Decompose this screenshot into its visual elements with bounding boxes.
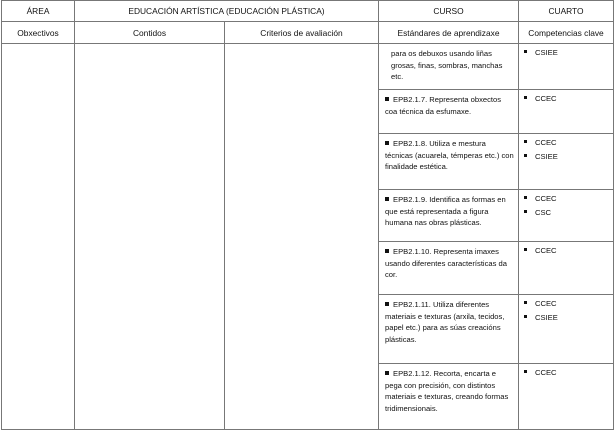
competence-code: CCEC [535, 246, 557, 255]
bullet-icon [524, 154, 527, 157]
bullet-icon [385, 97, 389, 101]
standard-text: EPB2.1.9. Identifica as formas en que está representada a figura humana nas obras plásticas. [385, 195, 506, 227]
bullet-icon [524, 196, 527, 199]
standard-cell [379, 134, 519, 190]
subject-title: EDUCACIÓN ARTÍSTICA (EDUCACIÓN PLÁSTICA) [128, 6, 325, 16]
competence-item [524, 46, 613, 60]
competence-code: CSIEE [535, 312, 558, 322]
objectives-label: Obxectivos [17, 27, 59, 38]
competence-cell [519, 364, 614, 430]
competence-item [524, 311, 613, 325]
standard-cell [379, 364, 519, 430]
competence-item [524, 206, 613, 220]
standards-label: Estándares de aprendizaxe [397, 27, 500, 38]
competence-item [524, 150, 613, 164]
course-label: CURSO [433, 6, 464, 16]
standards-header [379, 22, 519, 44]
bullet-icon [524, 210, 527, 213]
competence-cell [519, 90, 614, 134]
subject-cell [75, 0, 379, 22]
objectives-header [1, 22, 75, 44]
standard-text: EPB2.1.7. Representa obxectos coa técnica da esfumaxe. [385, 95, 502, 116]
standard-cell [379, 190, 519, 242]
course-value: CUARTO [548, 6, 584, 16]
bullet-icon [524, 50, 527, 53]
competence-code: CSIEE [535, 48, 558, 57]
contents-body [75, 44, 225, 430]
standard-text: para os debuxos usando liñas grosas, finas, sombras, manchas etc. [391, 49, 503, 81]
competence-cell [519, 134, 614, 190]
competence-code: CSIEE [535, 151, 558, 161]
standard-text: EPB2.1.8. Utiliza e mestura técnicas (acuarela, témperas etc.) con finalidade estética. [385, 139, 514, 171]
competence-item [524, 92, 613, 106]
competence-item [524, 297, 613, 311]
competence-code: CCEC [535, 194, 557, 203]
competence-code: CCEC [535, 368, 557, 377]
bullet-icon [524, 370, 527, 373]
competence-code: CCEC [535, 138, 557, 147]
competence-cell [519, 295, 614, 364]
contents-label: Contidos [132, 27, 167, 38]
bullet-icon [524, 248, 527, 251]
criteria-label: Criterios de avaliación [260, 27, 343, 38]
competence-item [524, 366, 613, 380]
standard-cell [379, 90, 519, 134]
bullet-icon [385, 302, 389, 306]
bullet-icon [524, 96, 527, 99]
competence-code: CCEC [535, 94, 557, 103]
criteria-body [225, 44, 379, 430]
bullet-icon [524, 315, 527, 318]
course-value-cell [519, 0, 614, 22]
competence-item [524, 244, 613, 258]
bullet-icon [524, 301, 527, 304]
standard-text: EPB2.1.10. Representa imaxes usando diferentes características da cor. [385, 247, 507, 279]
standard-text: EPB2.1.12. Recorta, encarta e pega con precisión, con distintos materiais e texturas, creando formas tridimensionais. [385, 369, 509, 413]
competence-item [524, 192, 613, 206]
competence-code: CCEC [535, 299, 557, 308]
course-label-cell [379, 0, 519, 22]
bullet-icon [385, 141, 389, 145]
competence-item [524, 136, 613, 150]
area-label: ÁREA [26, 6, 50, 16]
objectives-body [1, 44, 75, 430]
competence-cell [519, 190, 614, 242]
standard-cell [379, 295, 519, 364]
standard-cell [379, 242, 519, 295]
competences-label: Competencias clave [528, 27, 604, 38]
criteria-header [225, 22, 379, 44]
contents-header [75, 22, 225, 44]
bullet-icon [385, 197, 389, 201]
competence-cell [519, 44, 614, 90]
competence-cell [519, 242, 614, 295]
bullet-icon [524, 140, 527, 143]
competences-header [519, 22, 614, 44]
area-label-cell [1, 0, 75, 22]
curriculum-table [1, 0, 614, 430]
competence-code: CSC [535, 207, 552, 217]
bullet-icon [385, 371, 389, 375]
bullet-icon [385, 249, 389, 253]
standard-cell [379, 44, 519, 90]
standard-text: EPB2.1.11. Utiliza diferentes materiais e texturas (arxila, tecidos, papel etc.) para as súas creacións plásticas. [385, 300, 505, 344]
